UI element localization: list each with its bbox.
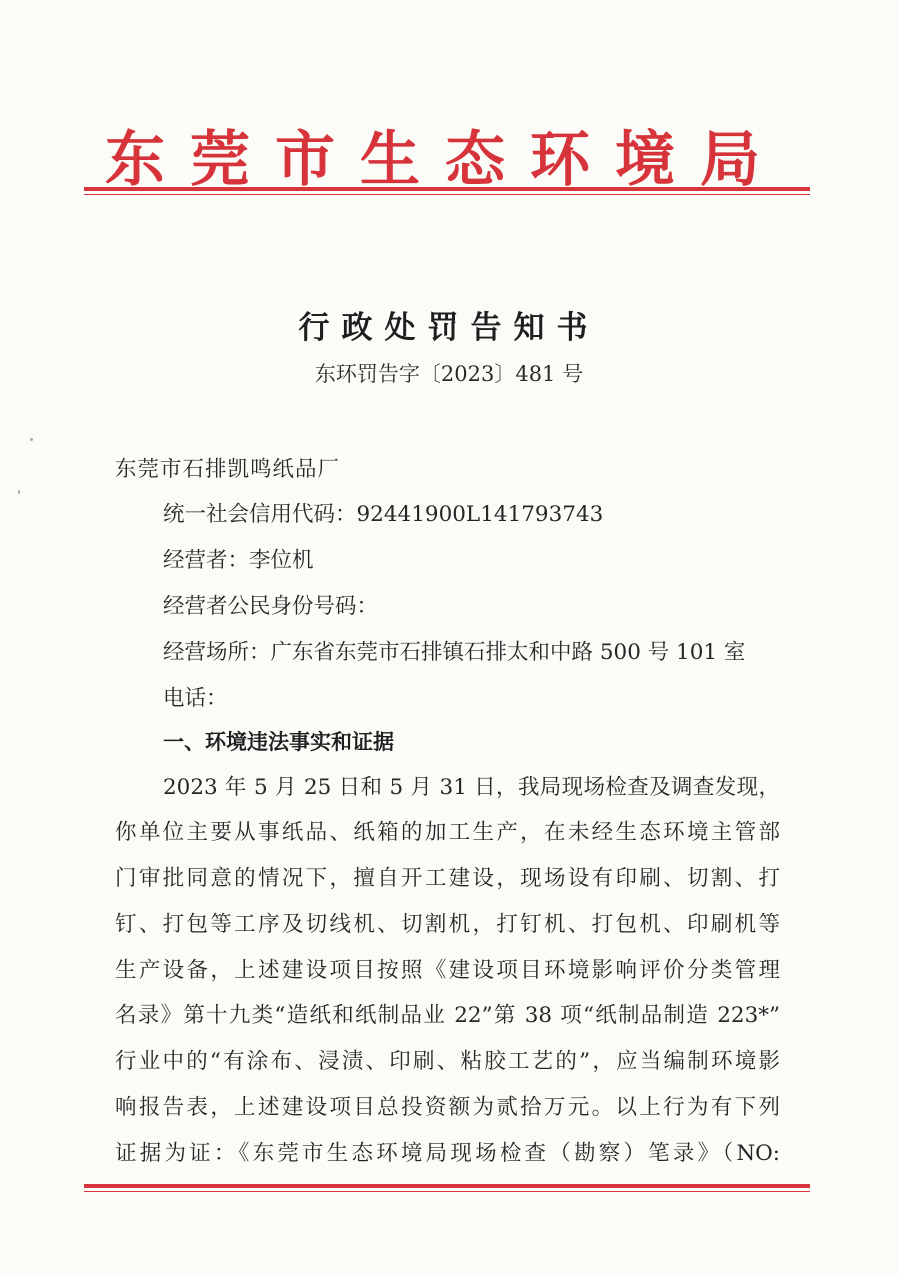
paragraph-line: 名录》第十九类“造纸和纸制品业 22”第 38 项“纸制品制造 223*” [115, 1003, 780, 1028]
paragraph-line: 行业中的“有涂布、浸渍、印刷、粘胶工艺的”，应当编制环境影 [115, 1049, 780, 1074]
paragraph-line: 门审批同意的情况下，擅自开工建设，现场设有印刷、切割、打 [115, 866, 780, 891]
agency-letterhead: 东莞市生态环境局 [105, 125, 785, 195]
scan-speck [30, 438, 33, 441]
paragraph-line: 响报告表，上述建设项目总投资额为贰拾万元。以上行为有下列 [115, 1095, 780, 1120]
operator-line: 经营者：李位机 [163, 548, 314, 573]
credit-code-line: 统一社会信用代码：92441900L141793743 [163, 502, 604, 527]
document-number: 东环罚告字〔2023〕481 号 [314, 362, 584, 386]
address-line: 经营场所：广东省东莞市石排镇石排太和中路 500 号 101 室 [163, 640, 746, 665]
recipient-name: 东莞市石排凯鸣纸品厂 [115, 457, 341, 482]
paragraph-line: 你单位主要从事纸品、纸箱的加工生产，在未经生态环境主管部 [115, 820, 780, 845]
id-number-line: 经营者公民身份号码： [163, 594, 379, 619]
header-red-rule [84, 187, 810, 191]
paragraph-line: 证据为证：《东莞市生态环境局现场检查（勘察）笔录》（NO: [115, 1141, 780, 1166]
paragraph-line: 2023 年 5 月 25 日和 5 月 31 日，我局现场检查及调查发现， [163, 775, 780, 800]
paragraph-line: 钉、打包等工序及切线机、切割机，打钉机、打包机、印刷机等 [115, 912, 780, 937]
scan-speck [18, 490, 20, 494]
phone-line: 电话： [163, 686, 228, 711]
document-title: 行政处罚告知书 [298, 310, 600, 346]
footer-red-rule [84, 1184, 810, 1188]
paragraph-line: 生产设备，上述建设项目按照《建设项目环境影响评价分类管理 [115, 958, 780, 983]
section-heading: 一、环境违法事实和证据 [163, 730, 394, 754]
